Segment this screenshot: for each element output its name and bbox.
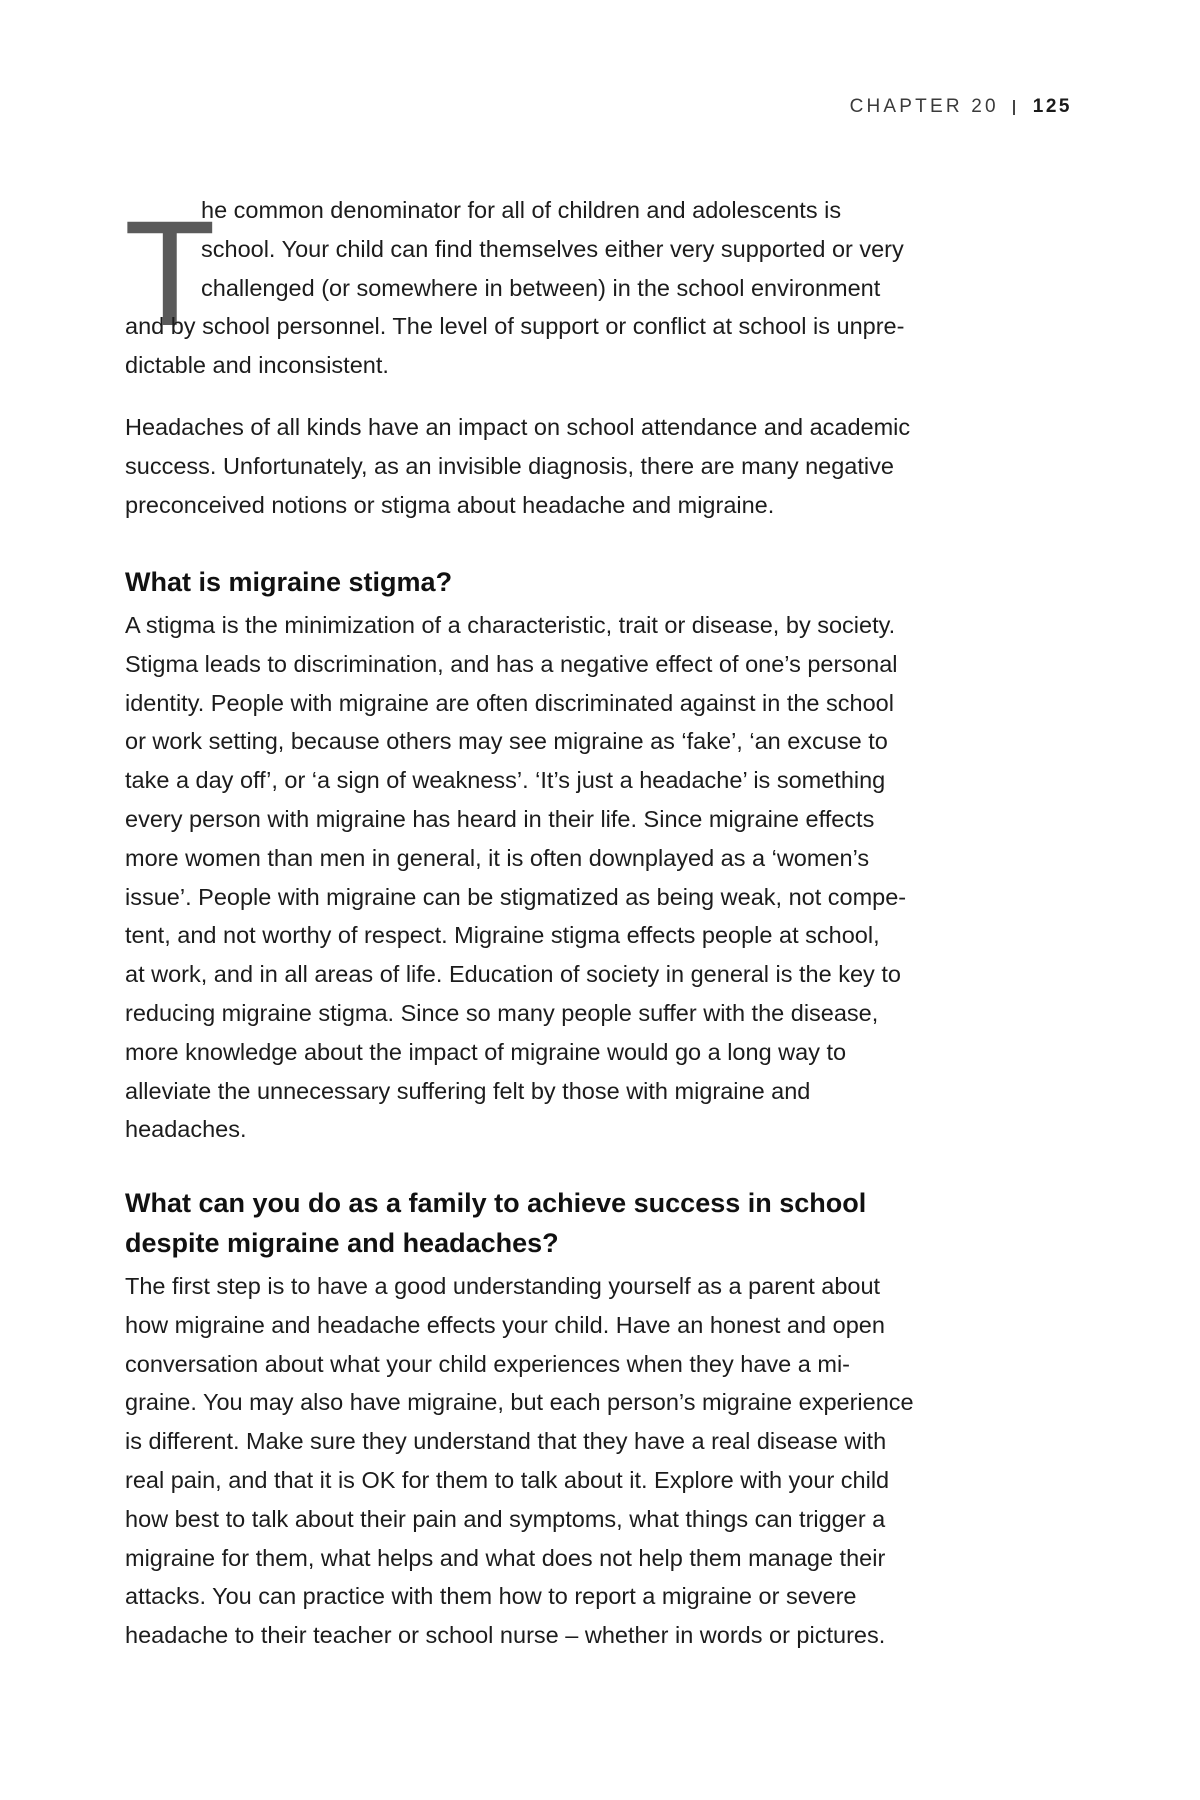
text-line: reducing migraine stigma. Since so many people suffer with the disease, — [125, 999, 879, 1026]
text-line: how best to talk about their pain and symptoms, what things can trigger a — [125, 1505, 886, 1532]
text-line: headache to their teacher or school nurse – whether in words or pictures. — [125, 1622, 886, 1649]
text-line: preconceived notions or stigma about headache and migraine. — [125, 491, 775, 518]
text-line: is different. Make sure they understand that they have a real disease with — [125, 1428, 887, 1455]
text-line: take a day off’, or ‘a sign of weakness’. ‘It’s just a headache’ is something — [125, 767, 886, 794]
text-line: at work, and in all areas of life. Education of society in general is the key to — [125, 961, 901, 988]
header-separator — [1013, 100, 1015, 115]
text-line: graine. You may also have migraine, but each person’s migraine experience — [125, 1389, 914, 1416]
text-line: and by school personnel. The level of support or conflict at school is unpre- — [125, 313, 905, 340]
text-line: tent, and not worthy of respect. Migraine stigma effects people at school, — [125, 922, 880, 949]
text-line: success. Unfortunately, as an invisible diagnosis, there are many negative — [125, 452, 894, 479]
section-heading-line: What can you do as a family to achieve success in school — [125, 1188, 867, 1218]
intro-paragraph — [125, 191, 1085, 547]
text-line: dictable and inconsistent. — [125, 352, 389, 379]
section-heading-line: despite migraine and headaches? — [125, 1228, 559, 1258]
text-line: Headaches of all kinds have an impact on school attendance and academic — [125, 413, 911, 440]
text-line: more knowledge about the impact of migraine would go a long way to — [125, 1038, 847, 1065]
section-stigma — [125, 562, 1085, 1149]
text-line: he common denominator for all of children and adolescents is — [201, 197, 842, 223]
text-line: challenged (or somewhere in between) in the school environment — [201, 274, 881, 301]
text-line: headaches. — [125, 1116, 247, 1143]
text-line: more women than men in general, it is often downplayed as a ‘women’s — [125, 844, 870, 871]
text-line: how migraine and headache effects your child. Have an honest and open — [125, 1311, 885, 1338]
paragraph-2 — [125, 408, 1085, 524]
page-number: 125 — [1032, 96, 1072, 117]
text-line: conversation about what your child experiences when they have a mi- — [125, 1350, 850, 1377]
text-line: attacks. You can practice with them how to report a migraine or severe — [125, 1583, 857, 1610]
text-line: alleviate the unnecessary suffering felt by those with migraine and — [125, 1077, 811, 1104]
section-heading: What is migraine stigma? — [125, 567, 453, 597]
running-head — [850, 96, 1072, 118]
text-line: Stigma leads to discrimination, and has a negative effect of one’s personal — [125, 650, 898, 677]
text-line: identity. People with migraine are often discriminated against in the school — [125, 689, 894, 716]
section-family-success — [125, 1183, 1085, 1655]
text-line: The first step is to have a good understanding yourself as a parent about — [125, 1273, 881, 1299]
text-line: migraine for them, what helps and what does not help them manage their — [125, 1544, 886, 1571]
text-line: real pain, and that it is OK for them to talk about it. Explore with your child — [125, 1466, 890, 1493]
drop-cap: T — [124, 189, 216, 357]
chapter-label: CHAPTER 20 — [849, 96, 999, 117]
text-line: school. Your child can find themselves either very supported or very — [201, 235, 904, 262]
text-line: A stigma is the minimization of a characteristic, trait or disease, by society. — [125, 612, 896, 638]
text-line: every person with migraine has heard in their life. Since migraine effects — [125, 805, 875, 832]
text-line: issue’. People with migraine can be stigmatized as being weak, not compe- — [125, 883, 907, 910]
text-line: or work setting, because others may see migraine as ‘fake’, ‘an excuse to — [125, 728, 888, 755]
